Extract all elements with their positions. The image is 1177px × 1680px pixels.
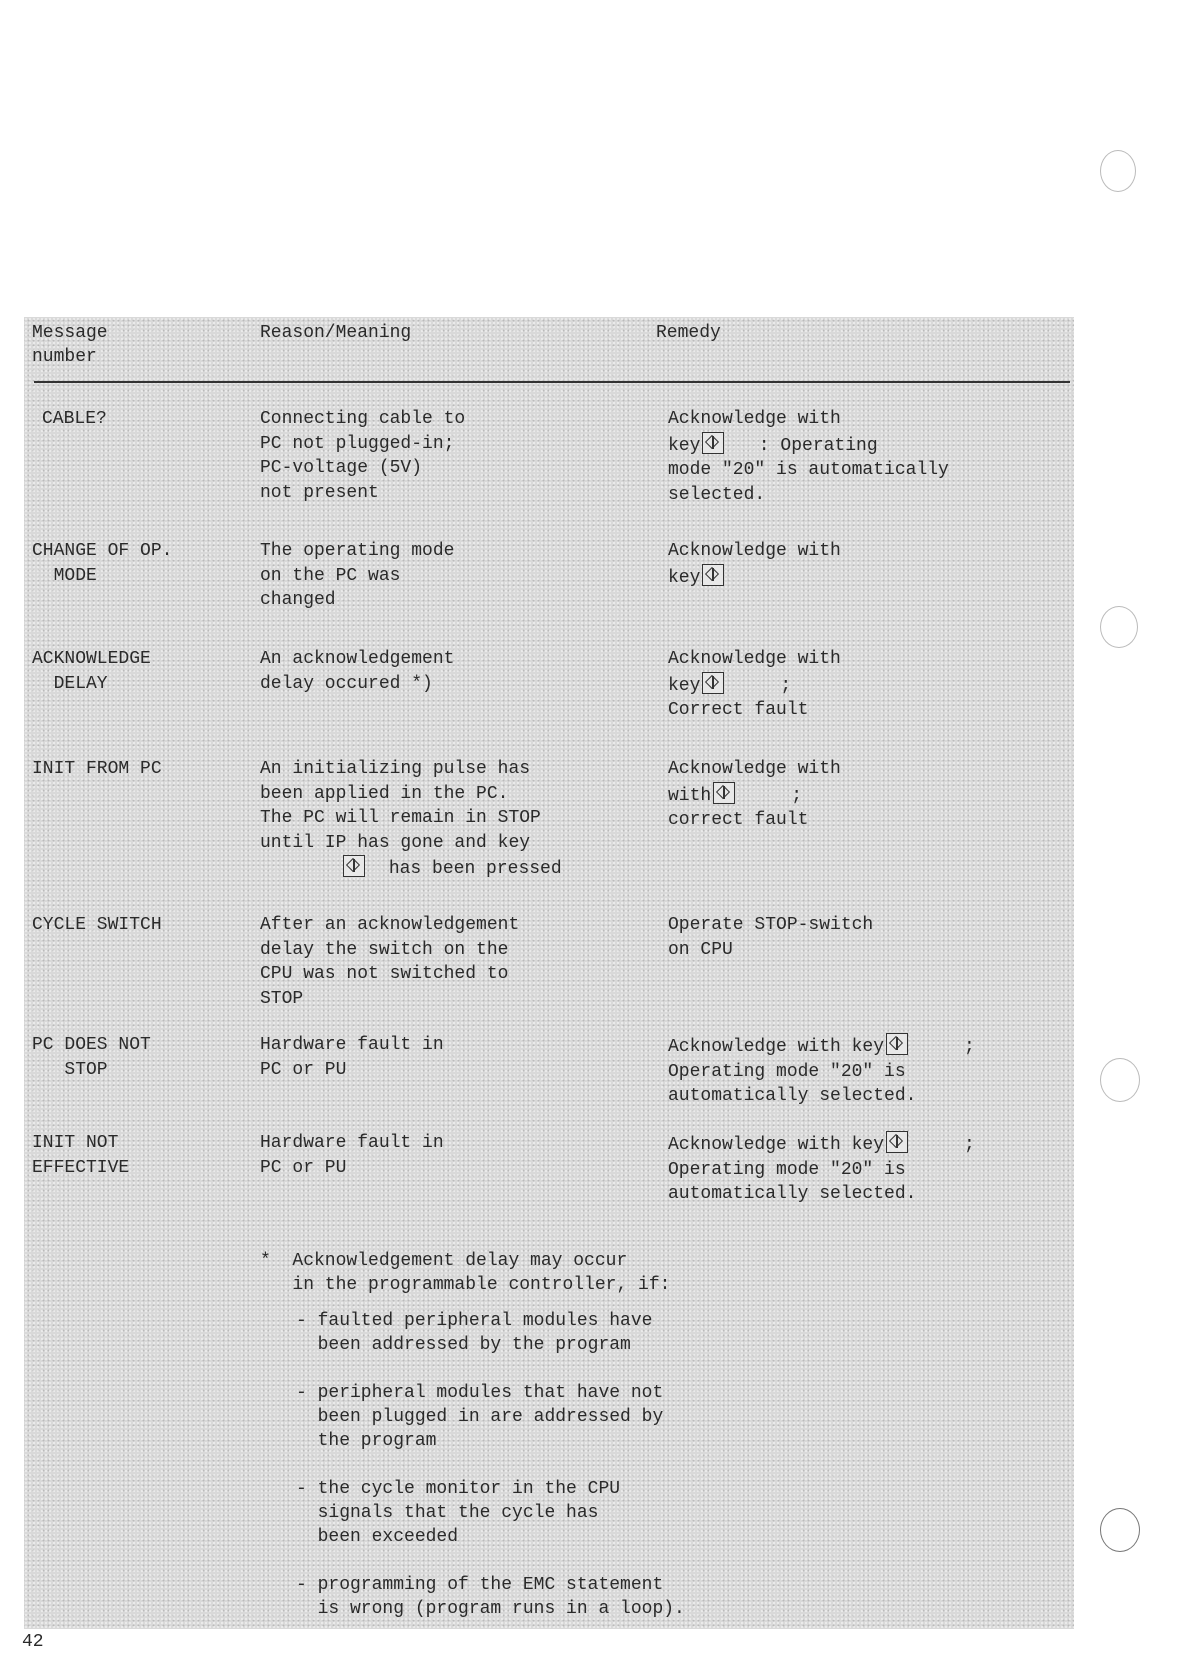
row-init-from-pc-remedy-text-a: Acknowledge with with <box>668 759 841 806</box>
acknowledge-key-icon <box>886 1033 908 1055</box>
row-init-from-pc-reason <box>260 757 562 882</box>
row-init-from-pc-message: INIT FROM PC <box>32 759 162 779</box>
row-pc-does-not-stop-remedy <box>668 1033 975 1109</box>
row-ack-delay-remedy-text-b: ; Correct fault <box>668 675 809 720</box>
row-pc-does-not-stop-remedy-text-b: ; Operating mode "20" is automatically selected. <box>668 1037 975 1106</box>
row-change-op-remedy <box>668 539 841 590</box>
binder-hole-mark <box>1100 606 1138 648</box>
row-change-op-message: CHANGE OF OP. MODE <box>32 541 173 586</box>
binder-hole-mark <box>1100 1508 1140 1552</box>
row-init-from-pc-reason-tail: has been pressed <box>388 859 562 879</box>
binder-hole-mark <box>1100 1058 1140 1102</box>
row-init-not-effective-message: INIT NOT EFFECTIVE <box>32 1133 130 1178</box>
row-ack-delay-message: ACKNOWLEDGE DELAY <box>32 649 151 694</box>
acknowledge-key-icon <box>886 1131 908 1153</box>
row-cable-message: CABLE? <box>42 409 107 429</box>
acknowledge-key-icon <box>702 564 724 586</box>
row-init-from-pc-reason-text: An initializing pulse has been applied in the PC. The PC will remain in STOP until IP has gone and key <box>260 759 541 853</box>
footnote-item: - the cycle monitor in the CPU signals that the cycle has been exceeded <box>296 1479 621 1547</box>
row-cycle-switch-message: CYCLE SWITCH <box>32 915 162 935</box>
row-init-not-effective-remedy-text-a: Acknowledge with key <box>668 1135 885 1155</box>
row-change-op-reason: The operating mode on the PC was changed <box>260 541 455 610</box>
row-ack-delay-reason: An acknowledgement delay occured *) <box>260 649 455 694</box>
row-cycle-switch-remedy: Operate STOP-switch on CPU <box>668 915 874 960</box>
table-sheet <box>24 317 1074 1629</box>
row-init-not-effective-reason: Hardware fault in PC or PU <box>260 1133 444 1178</box>
row-init-not-effective-remedy <box>668 1131 975 1207</box>
row-init-from-pc-remedy-text-b: ; correct fault <box>668 785 809 830</box>
row-ack-delay-remedy <box>668 647 841 723</box>
footnote-item: - programming of the EMC statement is wrong (program runs in a loop). <box>296 1575 685 1619</box>
row-ack-delay-remedy-text-a: Acknowledge with key <box>668 649 841 696</box>
binder-hole-mark <box>1100 150 1136 192</box>
acknowledge-key-icon <box>702 672 724 694</box>
row-pc-does-not-stop-message: PC DOES NOT STOP <box>32 1035 151 1080</box>
header-divider <box>34 381 1070 383</box>
row-change-op-remedy-text: Acknowledge with key <box>668 541 841 588</box>
row-cable-remedy <box>668 407 949 507</box>
acknowledge-key-icon <box>702 432 724 454</box>
acknowledge-key-icon <box>343 855 365 877</box>
row-pc-does-not-stop-remedy-text-a: Acknowledge with key <box>668 1037 885 1057</box>
row-init-not-effective-remedy-text-b: ; Operating mode "20" is automatically selected. <box>668 1135 975 1204</box>
row-cable-remedy-text-a: Acknowledge with key <box>668 409 841 456</box>
header-message-number: Message number <box>32 323 108 367</box>
row-cable-reason: Connecting cable to PC not plugged-in; PC-voltage (5V) not present <box>260 409 466 503</box>
header-reason: Reason/Meaning <box>260 323 412 343</box>
footnote-item: - peripheral modules that have not been plugged in are addressed by the program <box>296 1383 664 1451</box>
row-cycle-switch-reason: After an acknowledgement delay the switch on the CPU was not switched to STOP <box>260 915 520 1009</box>
row-init-from-pc-remedy <box>668 757 841 833</box>
row-cable-remedy-text-b: : Operating mode "20" is automatically selected. <box>668 435 949 505</box>
row-pc-does-not-stop-reason: Hardware fault in PC or PU <box>260 1035 444 1080</box>
footnote-intro: * Acknowledgement delay may occur in the programmable controller, if: <box>260 1251 671 1295</box>
footnote-item: - faulted peripheral modules have been addressed by the program <box>296 1311 653 1355</box>
acknowledge-key-icon <box>713 782 735 804</box>
header-remedy: Remedy <box>656 323 721 343</box>
page-number: 42 <box>22 1632 44 1652</box>
